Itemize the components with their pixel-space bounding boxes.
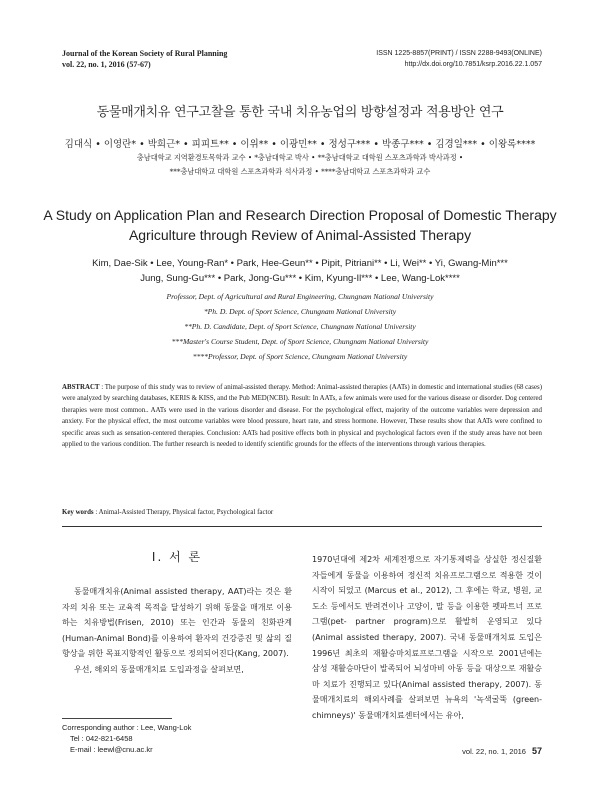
english-affiliation-1: Professor, Dept. of Agricultural and Rural Engineering, Chungnam National University <box>166 292 434 301</box>
english-authors-line-1: Kim, Dae-Sik • Lee, Young-Ran* • Park, Hee-Geun** • Pipit, Pitriani** • Li, Wei** • Yi, Gwang-Min*** <box>92 258 508 269</box>
corresponding-email[interactable]: E-mail : leewl@cnu.ac.kr <box>70 745 153 754</box>
issn-header <box>376 48 542 70</box>
english-affiliation-2: *Ph. D. Dept. of Sport Science, Chungnam National University <box>203 307 397 316</box>
keywords <box>62 509 273 516</box>
abstract-label: ABSTRACT <box>62 384 100 391</box>
issn: ISSN 1225-8857(PRINT) / ISSN 2288-9493(ONLINE) <box>376 50 542 57</box>
section-divider <box>62 526 542 527</box>
english-authors-line-2: Jung, Sung-Gu*** • Park, Jong-Gu*** • Kim, Kyung-Il*** • Lee, Wang-Lok**** <box>140 273 460 284</box>
left-paragraph-1: 동물매개치유(Animal assisted therapy, AAT)라는 것은 환자의 치유 또는 교육적 목적을 달성하기 위해 동물을 매개로 이용하는 치유방법(Frisen, 2010) 또는 인간과 동물의 친화관계(Human-Animal Bond)를 이용하여 환자의 건강증진 및 삶의 질 향상을 위한 목표지향적인 활동으로 정의되어진다(Kang, 2007). <box>62 587 292 659</box>
doi-link[interactable]: http://dx.doi.org/10.7851/ksrp.2016.22.1.057 <box>404 61 542 68</box>
right-column <box>312 552 542 724</box>
corresponding-tel: Tel : 042-821-6458 <box>70 734 133 743</box>
keywords-label: Key words <box>62 509 94 516</box>
corresponding-name: Corresponding author : Lee, Wang-Lok <box>62 723 192 732</box>
abstract <box>62 382 542 450</box>
english-title: A Study on Application Plan and Research Direction Proposal of Domestic Therapy Agriculture through Review of Animal-Assisted Therapy <box>43 207 557 243</box>
left-column <box>62 584 292 678</box>
korean-title: 동물매개치유 연구고찰을 통한 국내 치유농업의 방향설정과 적용방안 연구 <box>96 105 504 120</box>
journal-header <box>62 48 227 70</box>
page-number: 57 <box>531 746 542 756</box>
right-paragraph: 1970년대에 제2차 세계전쟁으로 자기통제력을 상실한 정신질환자들에게 동물을 이용하여 정신적 치유프로그램으로 적용한 것이 시작이 되었고 (Marcus et al., 2012), 그 후에는 학교, 병원, 교도소 등에서도 반려견이나 고양이, 말 등을 이용한 펫파트너 프로그램(pet- partner program)으로 활발히 운영되고 있다(Animal assisted therapy, 2007). 국내 동물매개치료 도입은 1996년 최초의 재활승마치료프로그램을 시작으로 2001년에는 삼성 재활승마단이 발족되어 뇌성마비 아동 등을 대상으로 재활승마 치료가 진행되고 있다(Animal assisted therapy, 2007). 동물매개치료의 해외사례를 살펴보면 뉴욕의 '녹색굴뚝 (green-chimneys)' 동물매개치료센터에서는 유아, <box>312 555 542 720</box>
footer-volume: vol. 22, no. 1, 2016 <box>462 747 526 756</box>
english-authors <box>40 256 560 286</box>
keywords-text: : Animal-Assisted Therapy, Physical factor, Psychological factor <box>93 509 274 516</box>
left-paragraph-2: 우선, 해외의 동물매개치료 도입과정을 살펴보면, <box>74 664 244 674</box>
journal-name: Journal of the Korean Society of Rural Planning <box>62 49 228 58</box>
corresponding-author <box>62 722 191 755</box>
korean-affiliation-2: ***충남대학교 대학원 스포츠과학과 석사과정 • ****충남대학교 스포츠과학과 교수 <box>169 167 431 176</box>
page-footer <box>462 746 542 756</box>
abstract-text: : The purpose of this study was to review of animal-assisted therapy. Method: Animal-assisted therapies (AATs) in domestic and international studies (68 cases) were analyzed by searching databases, KERIS & KISS, and the Pub MED(NCBI). Result: In AATs, a few animals were used for the various disease or disorder. Dog centered therapies were most common.. AATs were used in the various disorder and disease. For the psychological effect, majority of the outcome variables were depression and anxiety. For the physical effect, the most outcome variables were blood pressure, heart rate, and stress hormone. However, These results show that AATs were confined to specific areas such as sensation-centered therapies. Conclusion: AATs had positive effects both in physical and psychological factors even if the study areas have not been applied to the various condition. The further research is needed to identify scientific grounds for the effects of the interventions through various therapies. <box>62 384 542 449</box>
section-heading: I. 서 론 <box>151 550 203 564</box>
korean-authors: 김대식 • 이영란* • 박희근* • 피피트** • 이위** • 이광민** • 정성구*** • 박종구*** • 김경일*** • 이왕록**** <box>64 139 536 150</box>
english-affiliation-5: ****Professor, Dept. of Sport Science, Chungnam National University <box>192 352 408 361</box>
footnote-rule <box>62 718 172 719</box>
english-affiliation-3: **Ph. D. Candidate, Dept. of Sport Science, Chungnam National University <box>184 322 416 331</box>
english-affiliation-4: ***Master's Course Student, Dept. of Sport Science, Chungnam National University <box>171 337 429 346</box>
korean-affiliation-1: 충남대학교 지역환경토목학과 교수 • *충남대학교 박사 • **충남대학교 대학원 스포츠과학과 박사과정 • <box>136 153 464 162</box>
journal-volume: vol. 22, no. 1, 2016 (57-67) <box>62 60 151 69</box>
